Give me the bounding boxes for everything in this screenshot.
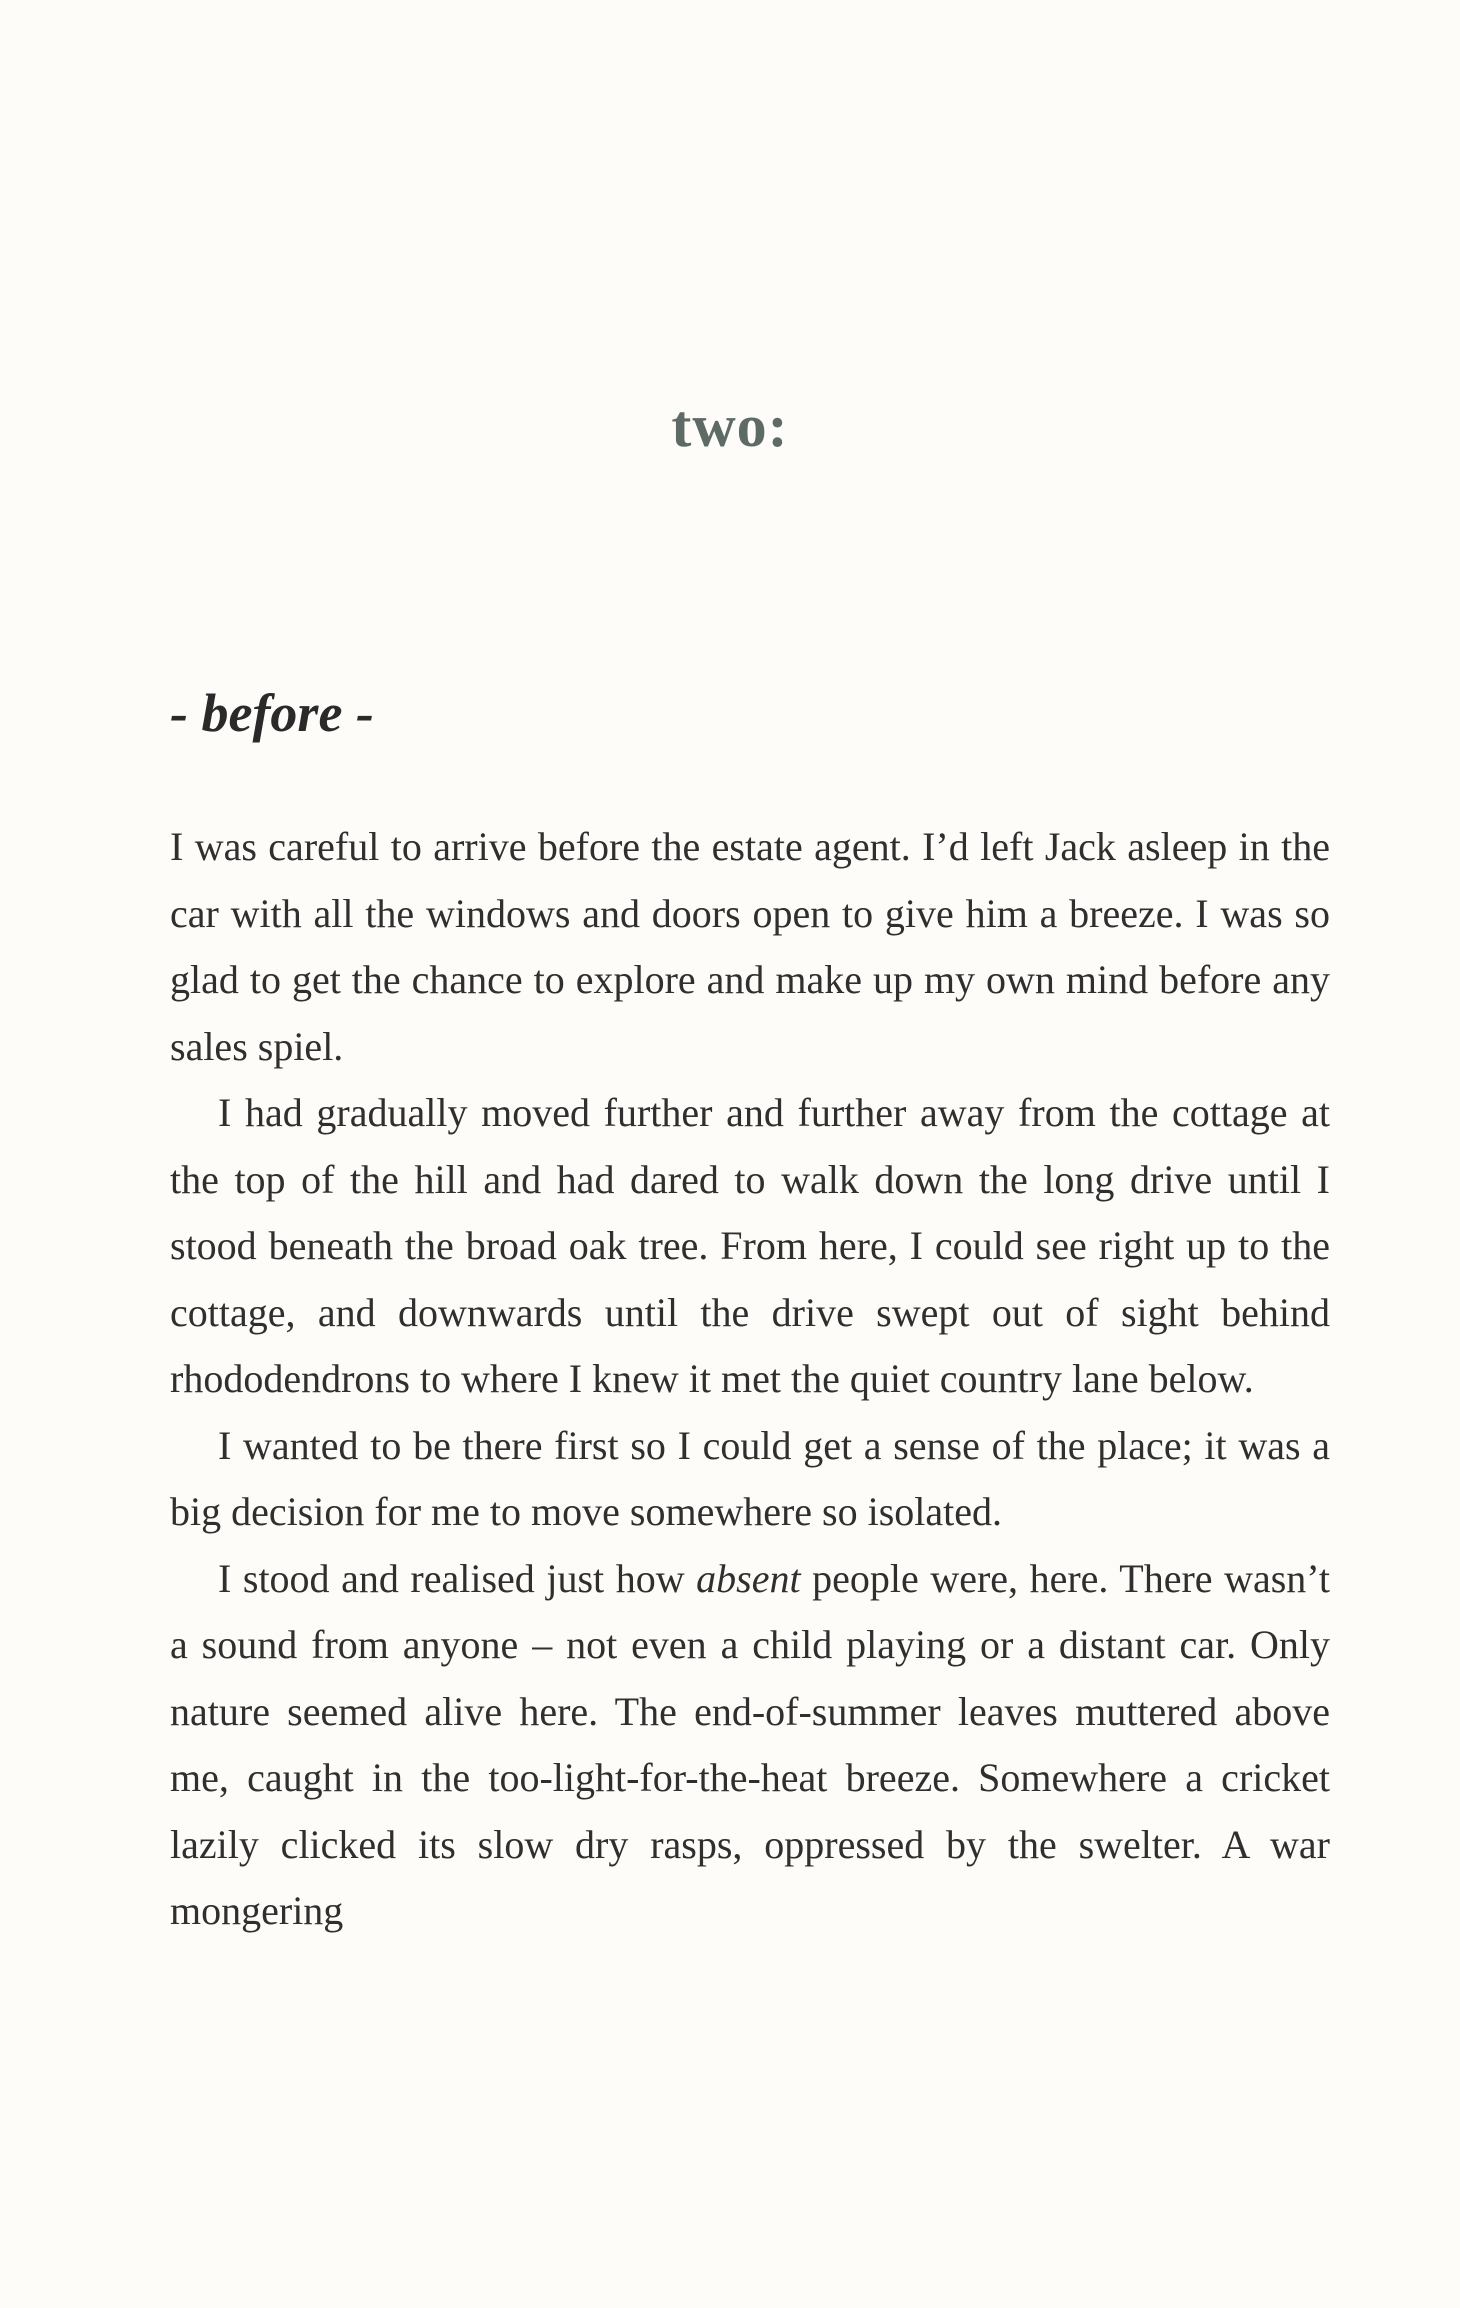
paragraph-2: I had gradually moved further and further away from the cottage at the top of the hill and had dared to walk down the long drive until I stood beneath the broad oak tree. From here, I could see right up to the cottage, and downwards until the drive swept out of sight behind rhododendrons to where I knew it met the quiet country lane below. <box>170 1090 1330 1401</box>
section-heading: - before - <box>170 683 374 743</box>
paragraph-4 <box>170 1546 1330 1945</box>
paragraph-1: I was careful to arrive before the estate agent. I’d left Jack asleep in the car with all the windows and doors open to give him a breeze. I was so glad to get the chance to explore and make up my own mind before any sales spiel. <box>170 824 1330 1069</box>
chapter-title: two: <box>671 393 789 459</box>
paragraph-4-before: I stood and realised just how <box>218 1555 697 1601</box>
paragraph-4-emphasis: absent <box>696 1555 801 1601</box>
body-text <box>170 814 1330 1945</box>
paragraph-3: I wanted to be there first so I could get a sense of the place; it was a big decision for me to move somewhere so isolated. <box>170 1422 1330 1534</box>
paragraph-4-after: people were, here. There wasn’t a sound from anyone – not even a child playing or a distant car. Only nature seemed alive here. The end-of-summer leaves muttered above me, caught in the too-light-for-the-heat breeze. Somewhere a cricket lazily clicked its slow dry rasps, oppressed by the swelter. A war mongering <box>170 1555 1330 1933</box>
